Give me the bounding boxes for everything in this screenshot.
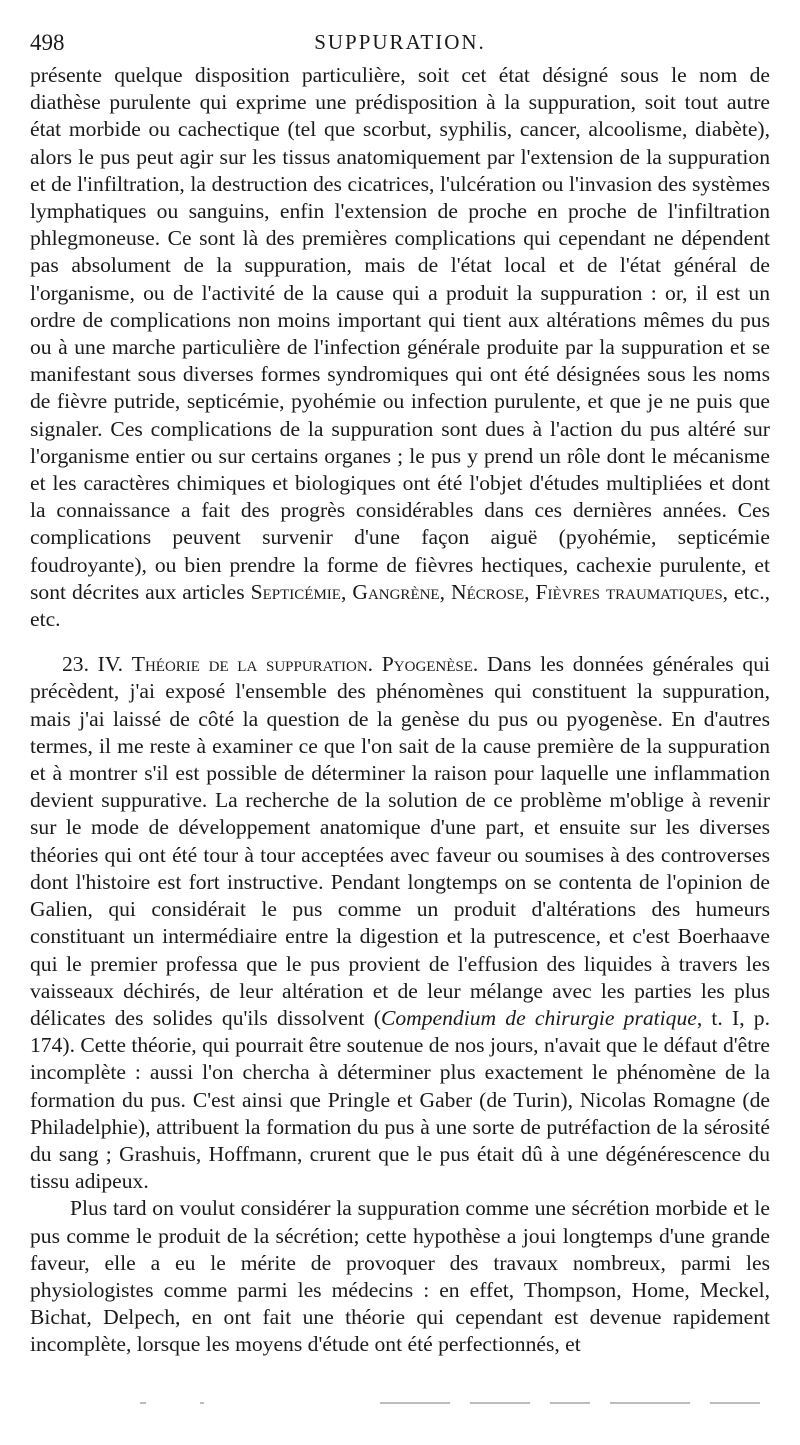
page-header — [30, 30, 770, 60]
article-ref-necrose: Nécrose — [451, 579, 525, 604]
separator: , — [524, 579, 536, 604]
section-subheading: Pyogenèse. — [381, 652, 479, 677]
paragraph-theorie — [30, 651, 770, 1195]
paragraph-text: Plus tard on voulut considérer la suppuration comme une sécrétion morbide et le pus comme le produit de la sécrétion; cette hypothèse a joui longtemps d'une grande faveur, elle a eu le mérite de provoquer des travaux nombreux, parmi les physiologistes comme parmi les médecins : en effet, Thompson, Home, Meckel, Bichat, Delpech, en ont fait une théorie qui cependant est devenue rapidement incomplète, lorsque les moyens d'étude ont été perfectionnés, et — [30, 1196, 770, 1357]
article-ref-septicemie: Septicémie — [250, 579, 341, 604]
separator: , — [439, 579, 451, 604]
body-text — [30, 62, 770, 1359]
article-ref-gangrene: Gangrène — [352, 579, 440, 604]
paragraph-secretion — [30, 1195, 770, 1358]
paragraph-text: , etc., etc. — [30, 579, 771, 632]
citation-title: Compendium de chirurgie pratique — [380, 1005, 697, 1030]
bottom-scan-marks — [140, 1402, 760, 1408]
paragraph-text: , t. I, p. 174). Cette théorie, qui pourrait être soutenue de nos jours, n'avait que le défaut d'être incomplète : aussi l'on chercha à déterminer plus exactement le phénomène de la formation du pus. C'est ainsi que Pringle et Gaber (de Turin), Nicolas Romagne (de Philadelphie), attribuent la formation du pus à une sorte de putréfaction de la sérosité du sang ; Grashuis, Hoffmann, crurent que le pus était dû à une dégénérescence du tissu adipeux. — [30, 1005, 770, 1194]
section-number: 23. IV. — [62, 652, 124, 677]
page-number: 498 — [30, 30, 65, 55]
section-heading: Théorie de la suppuration. — [131, 652, 374, 677]
article-ref-fievres-traumatiques: Fièvres traumatiques — [535, 579, 723, 604]
paragraph-text: Dans les données générales qui précèdent, j'ai exposé l'ensemble des phénomènes qui constituent la suppuration, mais j'ai laissé de côté la question de la genèse du pus ou pyogenèse. En d'autres termes, il me reste à examiner ce que l'on sait de la cause première de la suppuration et à montrer s'il est possible de déterminer la raison pour laquelle une inflammation devient suppurative. La recherche de la solution de ce problème m'oblige à revenir sur le mode de développement anatomique d'une part, et ensuite sur les diverses théories qui ont été tour à tour acceptées avec faveur ou soumises à des controverses dont l'histoire est fort instructive. Pendant longtemps on se contenta de l'opinion de Galien, qui considérait le pus comme un produit d'altérations des humeurs constituant un intermédiaire entre la digestion et la putrescence, et c'est Boerhaave qui le premier professa que le pus provient de l'effusion des liquides à travers les vaisseaux déchirés, de leur altération et de leur mélange avec les parties les plus délicates des solides qu'ils dissolvent ( — [30, 652, 770, 1030]
running-head: SUPPURATION. — [314, 30, 486, 54]
paragraph-complications — [30, 62, 770, 633]
separator: , — [340, 579, 353, 604]
paragraph-text: présente quelque disposition particulière, soit cet état désigné sous le nom de diathèse purulente qui exprime une prédisposition à la suppuration, soit tout autre état morbide ou cachectique (tel que scorbut, syphilis, cancer, alcoolisme, diabète), alors le pus peut agir sur les tissus anatomiquement par l'extension de la suppuration et de l'infiltration, la destruction des cicatrices, l'ulcération ou l'invasion des systèmes lymphatiques ou sanguins, enfin l'extension de proche en proche de l'infiltration phlegmoneuse. Ce sont là des premières complications qui cependant ne dépendent pas absolument de la suppuration, mais de l'état local et de l'état général de l'organisme, ou de l'activité de la cause qui a produit la suppuration : or, il est un ordre de complications non moins important qui tient aux altérations mêmes du pus ou à une marche particulière de l'infection générale produite par la suppuration et se manifestant sous diverses formes syndromiques qui ont été désignées sous les noms de fièvre putride, septicémie, pyohémie ou infection purulente, et que je ne puis que signaler. Ces complications de la suppuration sont dues à l'action du pus altéré sur l'organisme entier ou sur certains organes ; le pus y prend un rôle dont le mécanisme et les caractères chimiques et biologiques ont été l'objet d'études multipliées et dont la connaissance a fait des progrès considérables dans ces dernières années. Ces complications peuvent survenir d'une façon aiguë (pyohémie, septicémie foudroyante), ou bien prendre la forme de fièvres hectiques, cachexie purulente, et sont décrites aux articles — [30, 63, 770, 604]
